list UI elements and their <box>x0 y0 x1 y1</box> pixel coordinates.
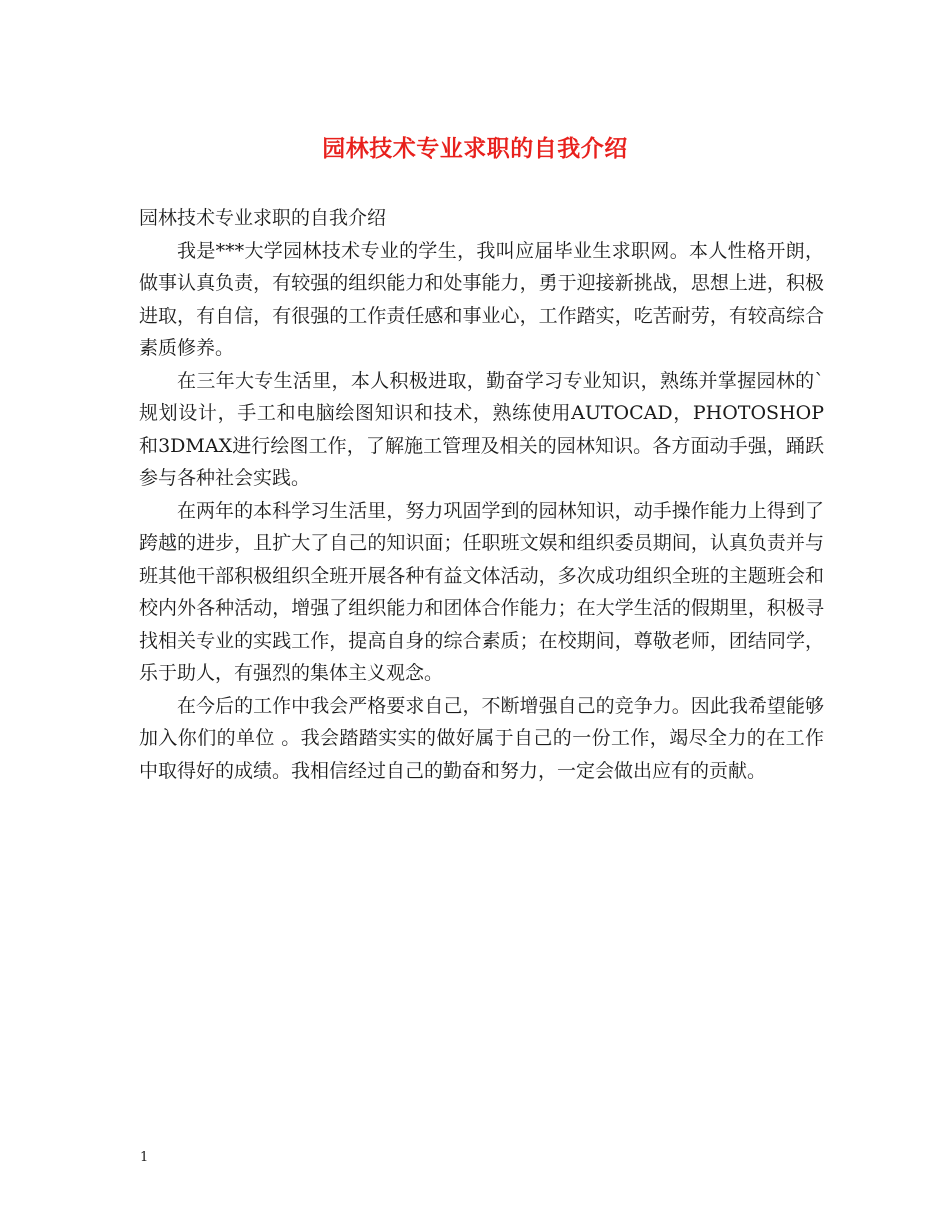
document-subtitle: 园林技术专业求职的自我介绍 <box>139 207 387 229</box>
paragraph-3: 在两年的本科学习生活里，努力巩固学到的园林知识，动手操作能力上得到了跨越的进步，且扩大了自己的知识面；任职班文娱和组织委员期间，认真负责并与班其他干部积极组织全班开展各种有益文体活动，多次成功组织全班的主题班会和校内外各种活动，增强了组织能力和团体合作能力；在大学生活的假期里，积极寻找相关专业的实践工作，提高自身的综合素质；在校期间，尊敬老师，团结同学，乐于助人，有强烈的集体主义观念。 <box>139 499 824 684</box>
document-title: 园林技术专业求职的自我介绍 <box>322 135 628 162</box>
paragraph-1: 我是***大学园林技术专业的学生，我叫应届毕业生求职网。本人性格开朗，做事认真负责，有较强的组织能力和处事能力，勇于迎接新挑战，思想上进，积极进取，有自信，有很强的工作责任感和事业心，工作踏实，吃苦耐劳，有较高综合素质修养。 <box>139 239 824 359</box>
page-number: 1 <box>140 1150 149 1165</box>
document-body <box>139 202 824 787</box>
paragraph-2: 在三年大专生活里，本人积极进取，勤奋学习专业知识，熟练并掌握园林的`规划设计，手工和电脑绘图知识和技术，熟练使用AUTOCAD，PHOTOSHOP和3DMAX进行绘图工作，了解施工管理及相关的园林知识。各方面动手强，踊跃参与各种社会实践。 <box>139 369 824 489</box>
paragraph-4: 在今后的工作中我会严格要求自己，不断增强自己的竞争力。因此我希望能够加入你们的单位 。我会踏踏实实的做好属于自己的一份工作，竭尽全力的在工作中取得好的成绩。我相信经过自己的勤奋和努力，一定会做出应有的贡献。 <box>139 694 824 782</box>
